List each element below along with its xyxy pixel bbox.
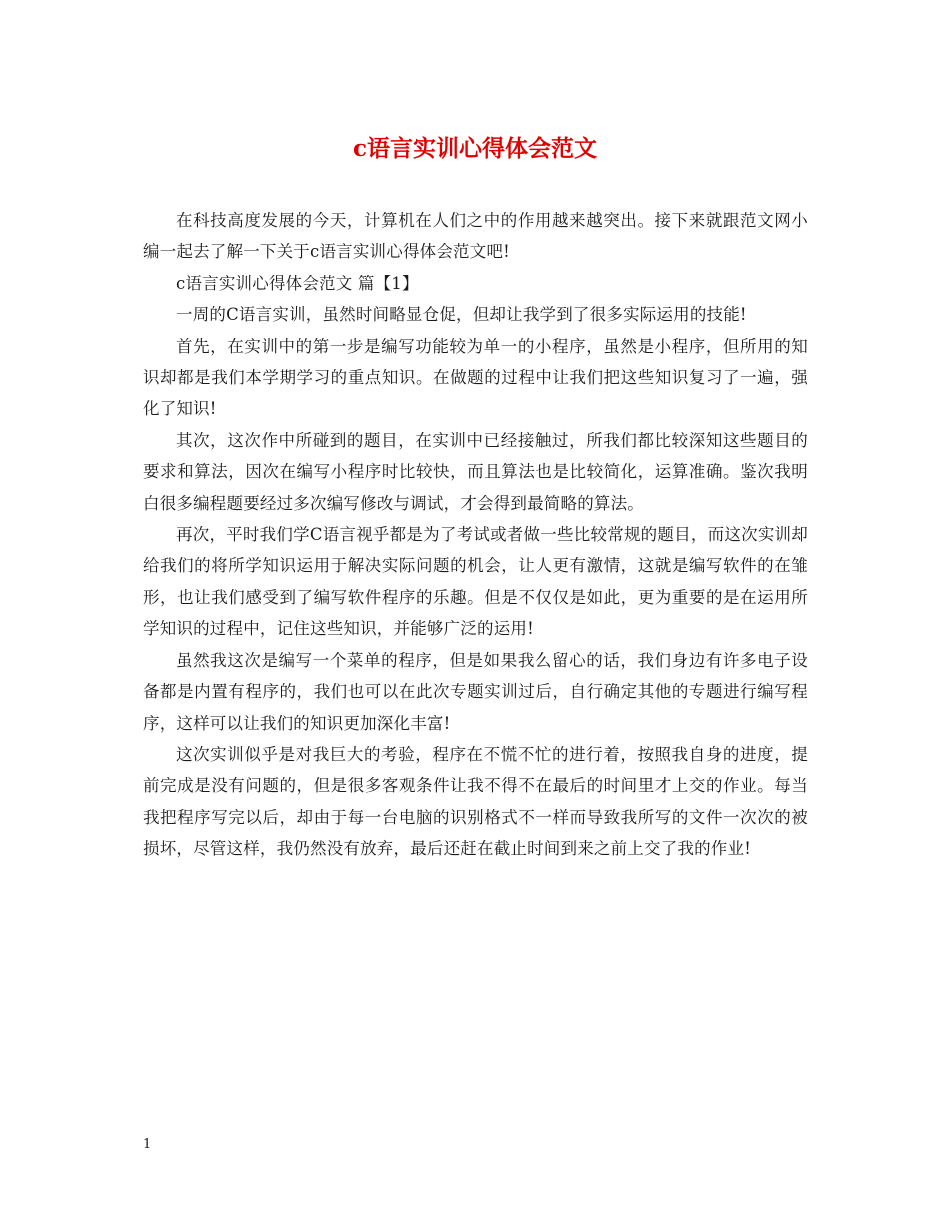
body-paragraph: 首先，在实训中的第一步是编写功能较为单一的小程序，虽然是小程序，但所用的知识却都是我们本学期学习的重点知识。在做题的过程中让我们把这些知识复习了一遍，强化了知识! bbox=[143, 336, 808, 419]
document-body bbox=[143, 205, 808, 865]
intro-paragraph: 在科技高度发展的今天，计算机在人们之中的作用越来越突出。接下来就跟范文网小编一起去了解一下关于c语言实训心得体会范文吧! bbox=[143, 211, 808, 262]
section-heading: c语言实训心得体会范文 篇【1】 bbox=[176, 273, 419, 293]
body-paragraph: 这次实训似乎是对我巨大的考验，程序在不慌不忙的进行着，按照我自身的进度，提前完成是没有问题的，但是很多客观条件让我不得不在最后的时间里才上交的作业。每当我把程序写完以后，却由于每一台电脑的识别格式不一样而导致我所写的文件一次次的被损坏，尽管这样，我仍然没有放弃，最后还赶在截止时间到来之前上交了我的作业! bbox=[143, 744, 808, 859]
page-number: 1 bbox=[143, 1137, 152, 1152]
body-paragraph: 虽然我这次是编写一个菜单的程序，但是如果我么留心的话，我们身边有许多电子设备都是内置有程序的，我们也可以在此次专题实训过后，自行确定其他的专题进行编写程序，这样可以让我们的知识更加深化丰富! bbox=[143, 650, 808, 733]
body-paragraph: 再次，平时我们学C语言视乎都是为了考试或者做一些比较常规的题目，而这次实训却给我们的将所学知识运用于解决实际问题的机会，让人更有激情，这就是编写软件的在雏形，也让我们感受到了编写软件程序的乐趣。但是不仅仅是如此，更为重要的是在运用所学知识的过程中，记住这些知识，并能够广泛的运用! bbox=[143, 525, 808, 639]
body-paragraph: 一周的C语言实训，虽然时间略显仓促，但却让我学到了很多实际运用的技能! bbox=[176, 305, 747, 325]
page-title: c语言实训心得体会范文 bbox=[352, 135, 597, 162]
body-paragraph: 其次，这次作中所碰到的题目，在实训中已经接触过，所我们都比较深知这些题目的要求和算法，因次在编写小程序时比较快，而且算法也是比较简化，运算准确。鉴次我明白很多编程题要经过多次编写修改与调试，才会得到最简略的算法。 bbox=[143, 430, 808, 513]
